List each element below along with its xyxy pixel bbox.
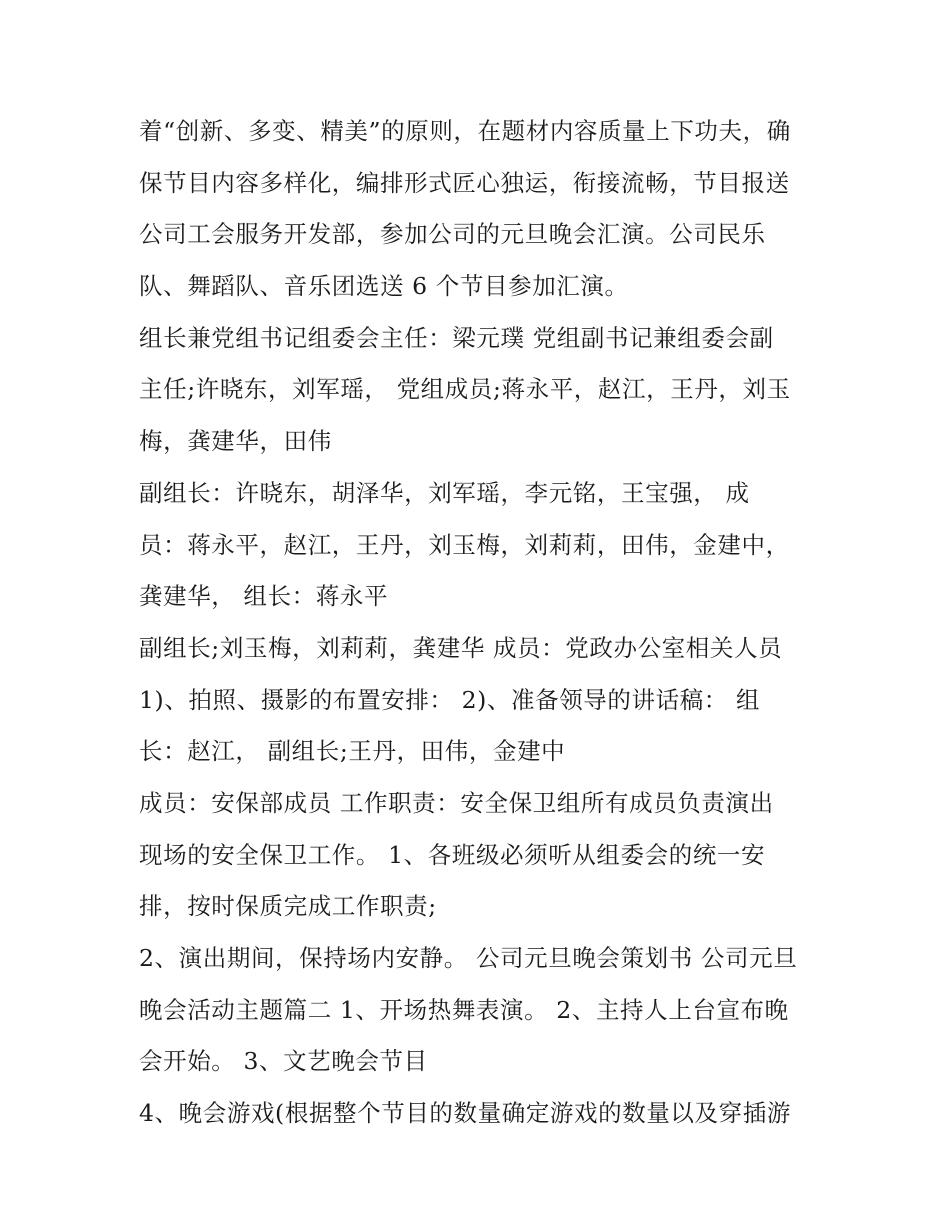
- text-line: 副组长;刘玉梅，刘莉莉，龚建华 成员：党政办公室相关人员: [139, 633, 783, 662]
- text-line: 主任;许晓东，刘军瑶， 党组成员;蒋永平，赵江，王丹，刘玉: [139, 375, 791, 404]
- text-line: 副组长：许晓东，胡泽华，刘军瑶，李元铭，王宝强， 成: [139, 478, 750, 507]
- document-body: [139, 106, 819, 1140]
- text-line: 保节目内容多样化，编排形式匠心独运，衔接流畅，节目报送: [139, 168, 790, 197]
- text-line: 员：蒋永平，赵江，王丹，刘玉梅，刘莉莉，田伟，金建中，: [139, 530, 790, 559]
- text-line: 队、舞蹈队、音乐团选送 6 个节目参加汇演。: [139, 272, 629, 301]
- text-line: 成员：安保部成员 工作职责：安全保卫组所有成员负责演出: [139, 788, 774, 817]
- text-line: 公司工会服务开发部，参加公司的元旦晚会汇演。公司民乐: [139, 220, 766, 249]
- text-line: 梅，龚建华，田伟: [139, 427, 332, 456]
- text-line: 4、晚会游戏(根据整个节目的数量确定游戏的数量以及穿插游: [139, 1099, 791, 1128]
- text-line: 会开始。 3、文艺晚会节目: [139, 1047, 428, 1076]
- text-line: 长：赵江， 副组长;王丹，田伟，金建中: [139, 737, 566, 766]
- text-line: 排，按时保质完成工作职责;: [139, 892, 437, 921]
- text-line: 着“创新、多变、精美”的原则，在题材内容质量上下功夫，确: [139, 117, 791, 145]
- text-line: 1)、拍照、摄影的布置安排： 2)、准备领导的讲话稿： 组: [139, 685, 761, 714]
- text-line: 龚建华， 组长：蒋永平: [139, 582, 389, 611]
- text-line: 2、演出期间，保持场内安静。 公司元旦晚会策划书 公司元旦: [139, 944, 798, 972]
- text-line: 晚会活动主题篇二 1、开场热舞表演。 2、主持人上台宣布晚: [139, 995, 789, 1024]
- text-line: 现场的安全保卫工作。 1、各班级必须听从组委会的统一安: [139, 840, 766, 869]
- text-line: 组长兼党组书记组委会主任：梁元璞 党组副书记兼组委会副: [139, 323, 774, 352]
